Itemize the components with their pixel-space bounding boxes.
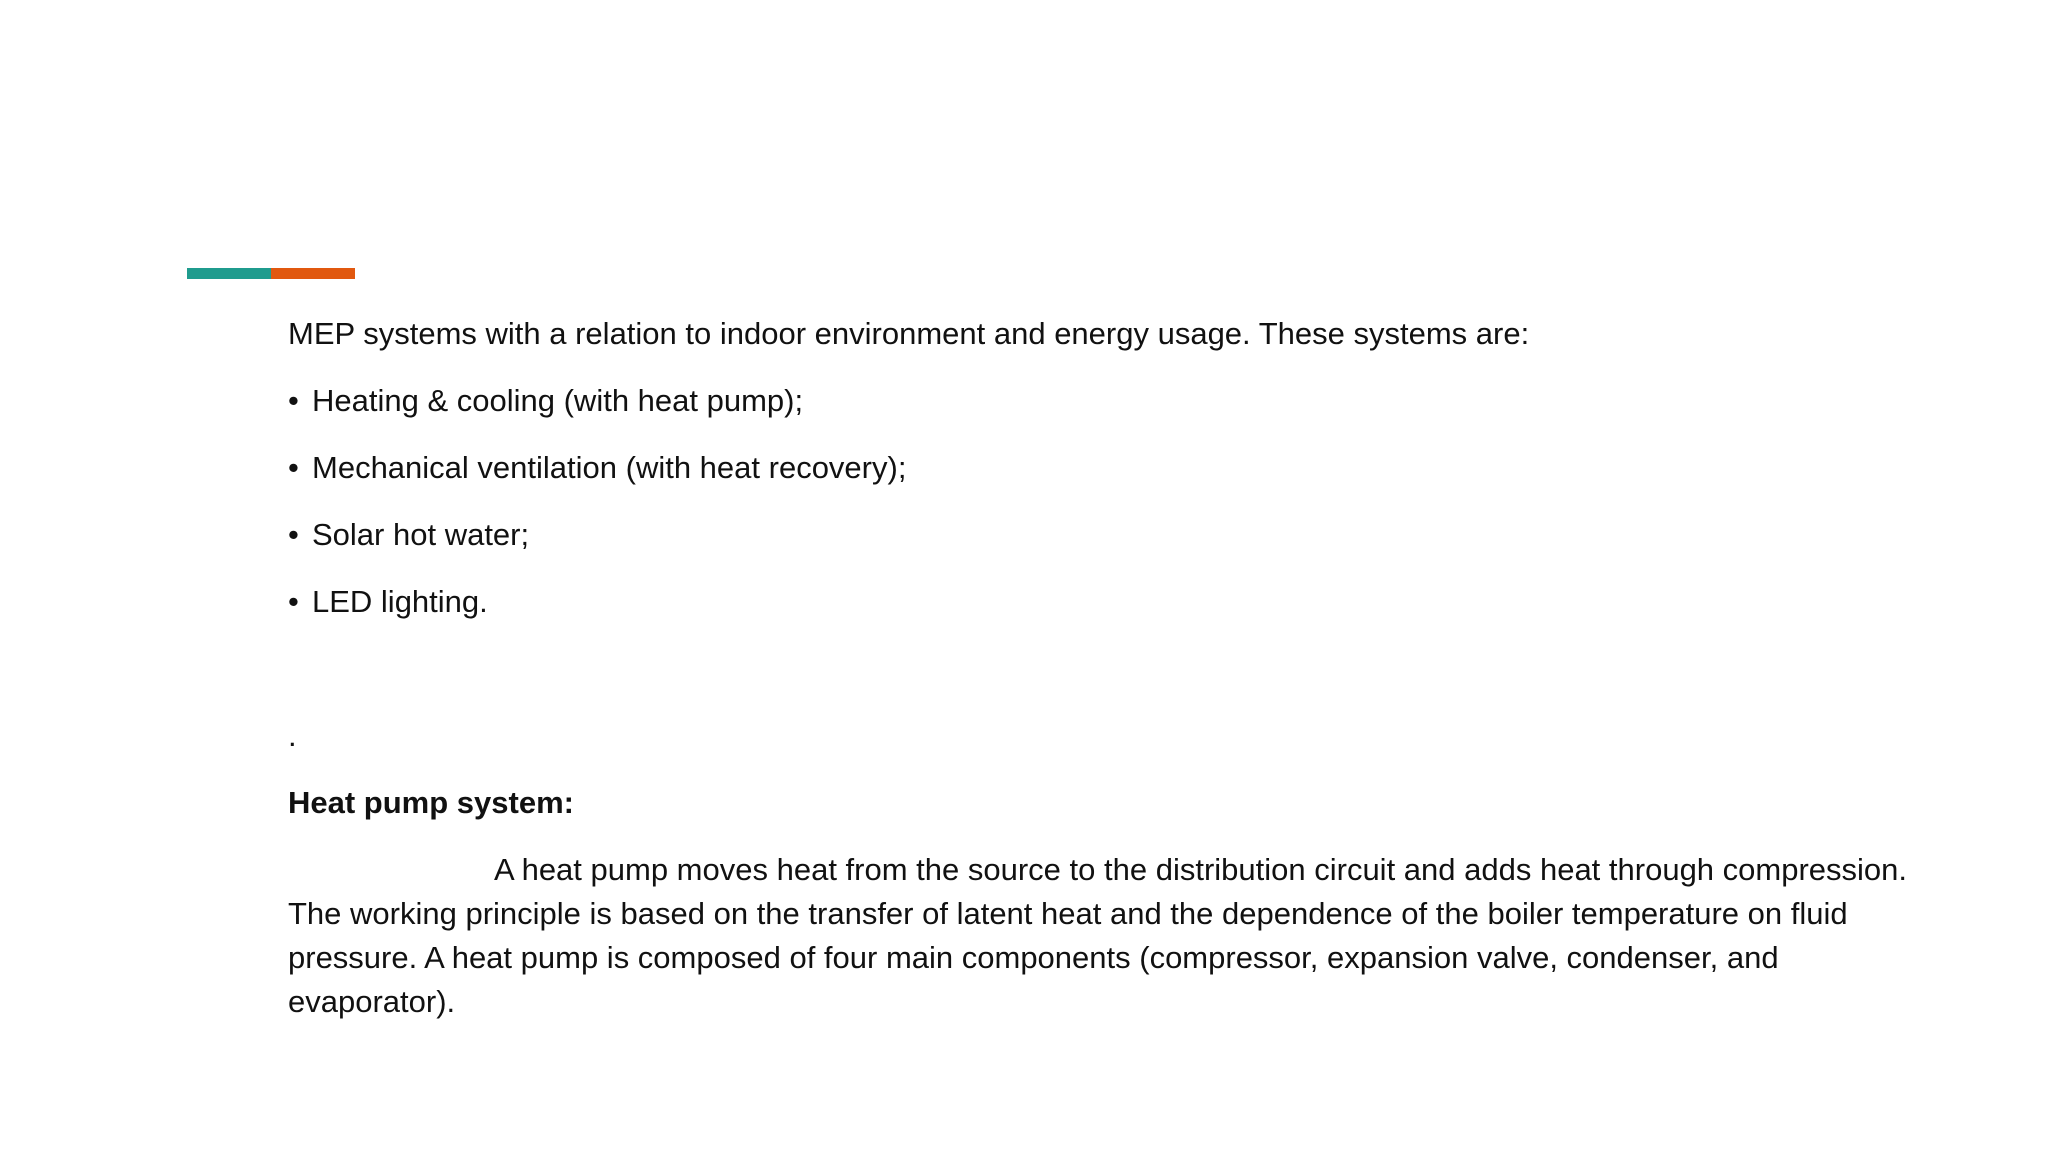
title-accent-bar	[187, 268, 355, 279]
bullet-text: Mechanical ventilation (with heat recovery);	[312, 450, 907, 485]
bullet-text: Heating & cooling (with heat pump);	[312, 383, 804, 418]
bullet-icon: •	[288, 584, 299, 619]
slide-content	[288, 312, 1908, 1024]
bullet-item	[288, 580, 1908, 624]
accent-teal-segment	[187, 268, 271, 279]
bullet-item	[288, 446, 1908, 490]
bullet-item	[288, 513, 1908, 557]
bullet-text: LED lighting.	[312, 584, 488, 619]
bullet-icon: •	[288, 450, 299, 485]
section-body-paragraph: A heat pump moves heat from the source to the distribution circuit and adds heat through compression. The working principle is based on the transfer of latent heat and the dependence of the boiler temperature on fluid pressure. A heat pump is composed of four main components (compressor, expansion valve, condenser, and evaporator).	[288, 852, 1908, 1019]
intro-paragraph: MEP systems with a relation to indoor environment and energy usage. These systems are:	[288, 316, 1530, 351]
bullet-item	[288, 379, 1908, 423]
dot-line: .	[288, 718, 297, 753]
vertical-spacer	[288, 647, 1908, 714]
systems-bullet-list	[288, 379, 1908, 624]
bullet-icon: •	[288, 517, 299, 552]
accent-orange-segment	[271, 268, 355, 279]
bullet-icon: •	[288, 383, 299, 418]
bullet-text: Solar hot water;	[312, 517, 530, 552]
section-heading: Heat pump system:	[288, 785, 574, 820]
